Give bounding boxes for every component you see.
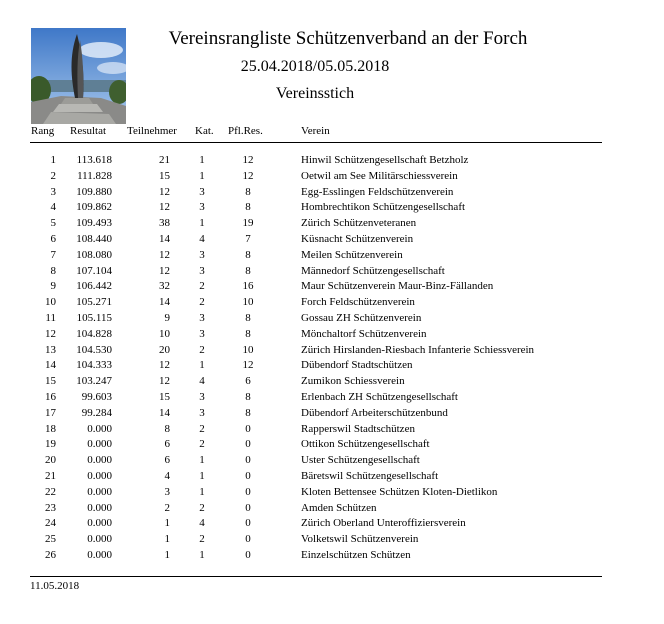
club-name-cell: Egg-Esslingen Feldschützenverein [301,185,454,198]
required-results-cell: 0 [245,422,251,435]
rank-cell: 24 [45,517,56,530]
table-row [0,217,664,233]
required-results-cell: 0 [245,533,251,546]
club-name-cell: Kloten Bettensee Schützen Kloten-Dietlikon [301,485,498,498]
required-results-cell: 10 [242,343,254,356]
result-cell: 104.333 [76,359,112,372]
rank-cell: 22 [45,485,56,498]
result-cell: 99.603 [81,391,112,403]
result-cell: 111.828 [77,169,112,182]
result-cell: 0.000 [87,485,112,498]
club-name-cell: Forch Feldschützenverein [301,296,415,309]
rank-cell: 26 [45,549,56,561]
monument-image [31,28,126,124]
table-row [0,296,664,312]
rank-cell: 3 [50,185,56,198]
category-cell: 3 [199,406,205,419]
result-cell: 108.440 [76,233,112,245]
result-cell: 0.000 [87,438,112,451]
participants-cell: 12 [159,359,170,372]
result-cell: 109.880 [76,185,112,198]
table-row [0,359,664,375]
category-cell: 1 [199,485,205,498]
participants-cell: 20 [159,343,170,356]
rank-cell: 17 [45,406,56,419]
result-cell: 109.493 [76,217,112,230]
category-cell: 2 [199,438,205,451]
required-results-cell: 8 [245,264,251,277]
rank-cell: 23 [45,501,56,514]
rank-cell: 21 [45,470,56,482]
required-results-cell: 8 [245,406,251,419]
club-name-cell: Volketswil Schützenverein [301,533,419,546]
monument-photo [31,28,126,124]
rank-cell: 16 [45,391,56,403]
result-cell: 113.618 [76,154,112,166]
club-name-cell: Mönchaltorf Schützenverein [301,327,427,340]
result-cell: 0.000 [87,549,112,561]
required-results-cell: 6 [245,375,251,388]
club-name-cell: Uster Schützengesellschaft [301,454,420,467]
rank-cell: 1 [50,154,56,166]
table-row [0,438,664,454]
required-results-cell: 12 [242,154,254,166]
page-title: Vereinsrangliste Schützenverband an der Forch [168,28,528,49]
club-name-cell: Zürich Hirslanden-Riesbach Infanterie Schiessverein [301,343,535,356]
participants-cell: 21 [159,154,170,166]
rank-cell: 8 [50,264,56,277]
rank-cell: 25 [45,533,56,546]
result-cell: 104.530 [76,343,112,356]
result-cell: 105.115 [76,312,112,324]
participants-cell: 9 [164,312,170,324]
footer-date: 11.05.2018 [30,580,80,592]
table-row [0,328,664,344]
rank-cell: 7 [50,248,56,261]
category-cell: 1 [199,217,205,230]
required-results-cell: 8 [245,185,251,198]
rank-cell: 20 [45,454,56,467]
table-row [0,454,664,470]
club-name-cell: Hinwil Schützengesellschaft Betzholz [301,154,469,166]
table-row [0,344,664,360]
required-results-cell: 8 [245,312,251,324]
column-header-kat: Kat. [195,125,214,137]
table-row [0,391,664,407]
participants-cell: 12 [159,248,170,261]
result-cell: 0.000 [87,454,112,467]
column-header-pflres: Pfl.Res. [228,125,263,137]
club-name-cell: Ottikon Schützengesellschaft [301,438,430,451]
category-cell: 1 [199,549,205,561]
participants-cell: 8 [164,422,170,435]
participants-cell: 32 [159,280,170,293]
rank-cell: 18 [45,422,56,435]
required-results-cell: 0 [245,438,251,451]
participants-cell: 14 [159,406,170,419]
required-results-cell: 0 [245,470,251,482]
club-name-cell: Männedorf Schützengesellschaft [301,264,445,277]
rank-cell: 2 [50,169,56,182]
required-results-cell: 10 [242,296,254,309]
category-cell: 2 [199,296,205,309]
club-name-cell: Gossau ZH Schützenverein [301,312,422,324]
table-row [0,407,664,423]
rank-cell: 12 [45,327,56,340]
club-name-cell: Dübendorf Stadtschützen [301,359,413,372]
table-row [0,470,664,486]
category-cell: 1 [199,169,205,182]
club-name-cell: Einzelschützen Schützen [301,549,411,561]
result-cell: 99.284 [81,406,112,419]
table-row [0,201,664,217]
table-row [0,233,664,249]
rank-cell: 9 [50,280,56,293]
table-row [0,186,664,202]
participants-cell: 12 [159,185,170,198]
category-cell: 1 [199,359,205,372]
club-name-cell: Dübendorf Arbeiterschützenbund [301,406,448,419]
category-cell: 3 [199,391,205,403]
table-row [0,533,664,549]
participants-cell: 15 [159,169,170,182]
rank-cell: 10 [45,296,56,309]
result-cell: 106.442 [76,280,112,293]
participants-cell: 4 [164,470,170,482]
category-cell: 2 [199,422,205,435]
club-name-cell: Rapperswil Stadtschützen [301,422,415,435]
result-cell: 107.104 [76,264,112,277]
result-cell: 109.862 [76,201,112,214]
required-results-cell: 12 [242,169,254,182]
club-name-cell: Bäretswil Schützengesellschaft [301,470,439,482]
club-name-cell: Zumikon Schiessverein [301,375,405,388]
participants-cell: 38 [159,217,170,230]
required-results-cell: 19 [242,217,254,230]
result-cell: 0.000 [87,422,112,435]
footer-divider [30,576,602,577]
result-cell: 108.080 [76,248,112,261]
category-cell: 4 [199,375,205,388]
participants-cell: 2 [164,501,170,514]
club-name-cell: Küsnacht Schützenverein [301,233,414,245]
result-cell: 0.000 [87,470,112,482]
table-row [0,170,664,186]
category-cell: 3 [199,185,205,198]
result-cell: 104.828 [76,327,112,340]
required-results-cell: 0 [245,549,251,561]
category-cell: 2 [199,533,205,546]
category-cell: 3 [199,248,205,261]
required-results-cell: 8 [245,327,251,340]
table-row [0,265,664,281]
required-results-cell: 0 [245,517,251,530]
required-results-cell: 12 [242,359,254,372]
rank-cell: 13 [45,343,56,356]
category-cell: 4 [199,517,205,530]
category-cell: 1 [199,454,205,467]
category-cell: 3 [199,312,205,324]
column-header-teilnehmer: Teilnehmer [127,125,177,137]
category-cell: 1 [199,154,205,166]
club-name-cell: Zürich Schützenveteranen [301,217,417,230]
rank-cell: 4 [50,201,56,214]
competition-subtitle: Vereinsstich [275,85,355,102]
participants-cell: 3 [164,485,170,498]
category-cell: 3 [199,264,205,277]
participants-cell: 10 [159,327,170,340]
table-row [0,517,664,533]
table-row [0,423,664,439]
rank-cell: 14 [45,359,56,372]
required-results-cell: 0 [245,454,251,467]
result-cell: 103.247 [76,375,112,388]
required-results-cell: 0 [245,501,251,514]
table-row [0,249,664,265]
category-cell: 2 [199,501,205,514]
rank-cell: 19 [45,438,56,451]
category-cell: 4 [199,233,205,245]
rank-cell: 6 [50,233,56,245]
required-results-cell: 8 [245,391,251,403]
table-row [0,502,664,518]
header-divider [30,142,602,143]
participants-cell: 14 [159,233,170,245]
participants-cell: 1 [164,549,170,561]
rank-cell: 11 [45,312,56,324]
column-header-resultat: Resultat [70,125,107,137]
club-name-cell: Meilen Schützenverein [301,248,403,261]
club-name-cell: Maur Schützenverein Maur-Binz-Fällanden [301,280,494,293]
table-row [0,280,664,296]
participants-cell: 1 [164,517,170,530]
table-row [0,154,664,170]
club-name-cell: Erlenbach ZH Schützengesellschaft [301,391,458,403]
result-cell: 0.000 [87,533,112,546]
column-header-rang: Rang [31,125,55,137]
required-results-cell: 0 [245,485,251,498]
category-cell: 2 [199,280,205,293]
required-results-cell: 16 [242,280,254,293]
participants-cell: 6 [164,454,170,467]
participants-cell: 6 [164,438,170,451]
category-cell: 3 [199,327,205,340]
participants-cell: 12 [159,375,170,388]
required-results-cell: 7 [245,233,251,245]
rank-cell: 5 [50,217,56,230]
participants-cell: 15 [159,391,170,403]
participants-cell: 1 [164,533,170,546]
result-cell: 0.000 [87,501,112,514]
required-results-cell: 8 [245,248,251,261]
result-cell: 0.000 [87,517,112,530]
table-row [0,486,664,502]
table-row [0,549,664,565]
category-cell: 3 [199,201,205,214]
column-header-verein: Verein [301,125,330,137]
club-name-cell: Zürich Oberland Unteroffiziersverein [301,517,466,530]
table-row [0,375,664,391]
required-results-cell: 8 [245,201,251,214]
club-name-cell: Hombrechtikon Schützengesellschaft [301,201,466,214]
club-name-cell: Oetwil am See Militärschiessverein [301,169,458,182]
rank-cell: 15 [45,375,56,388]
participants-cell: 12 [159,264,170,277]
category-cell: 1 [199,470,205,482]
category-cell: 2 [199,343,205,356]
club-name-cell: Amden Schützen [301,501,377,514]
table-row [0,312,664,328]
date-range: 25.04.2018/05.05.2018 [240,58,390,75]
result-cell: 105.271 [76,296,112,309]
participants-cell: 14 [159,296,170,309]
participants-cell: 12 [159,201,170,214]
